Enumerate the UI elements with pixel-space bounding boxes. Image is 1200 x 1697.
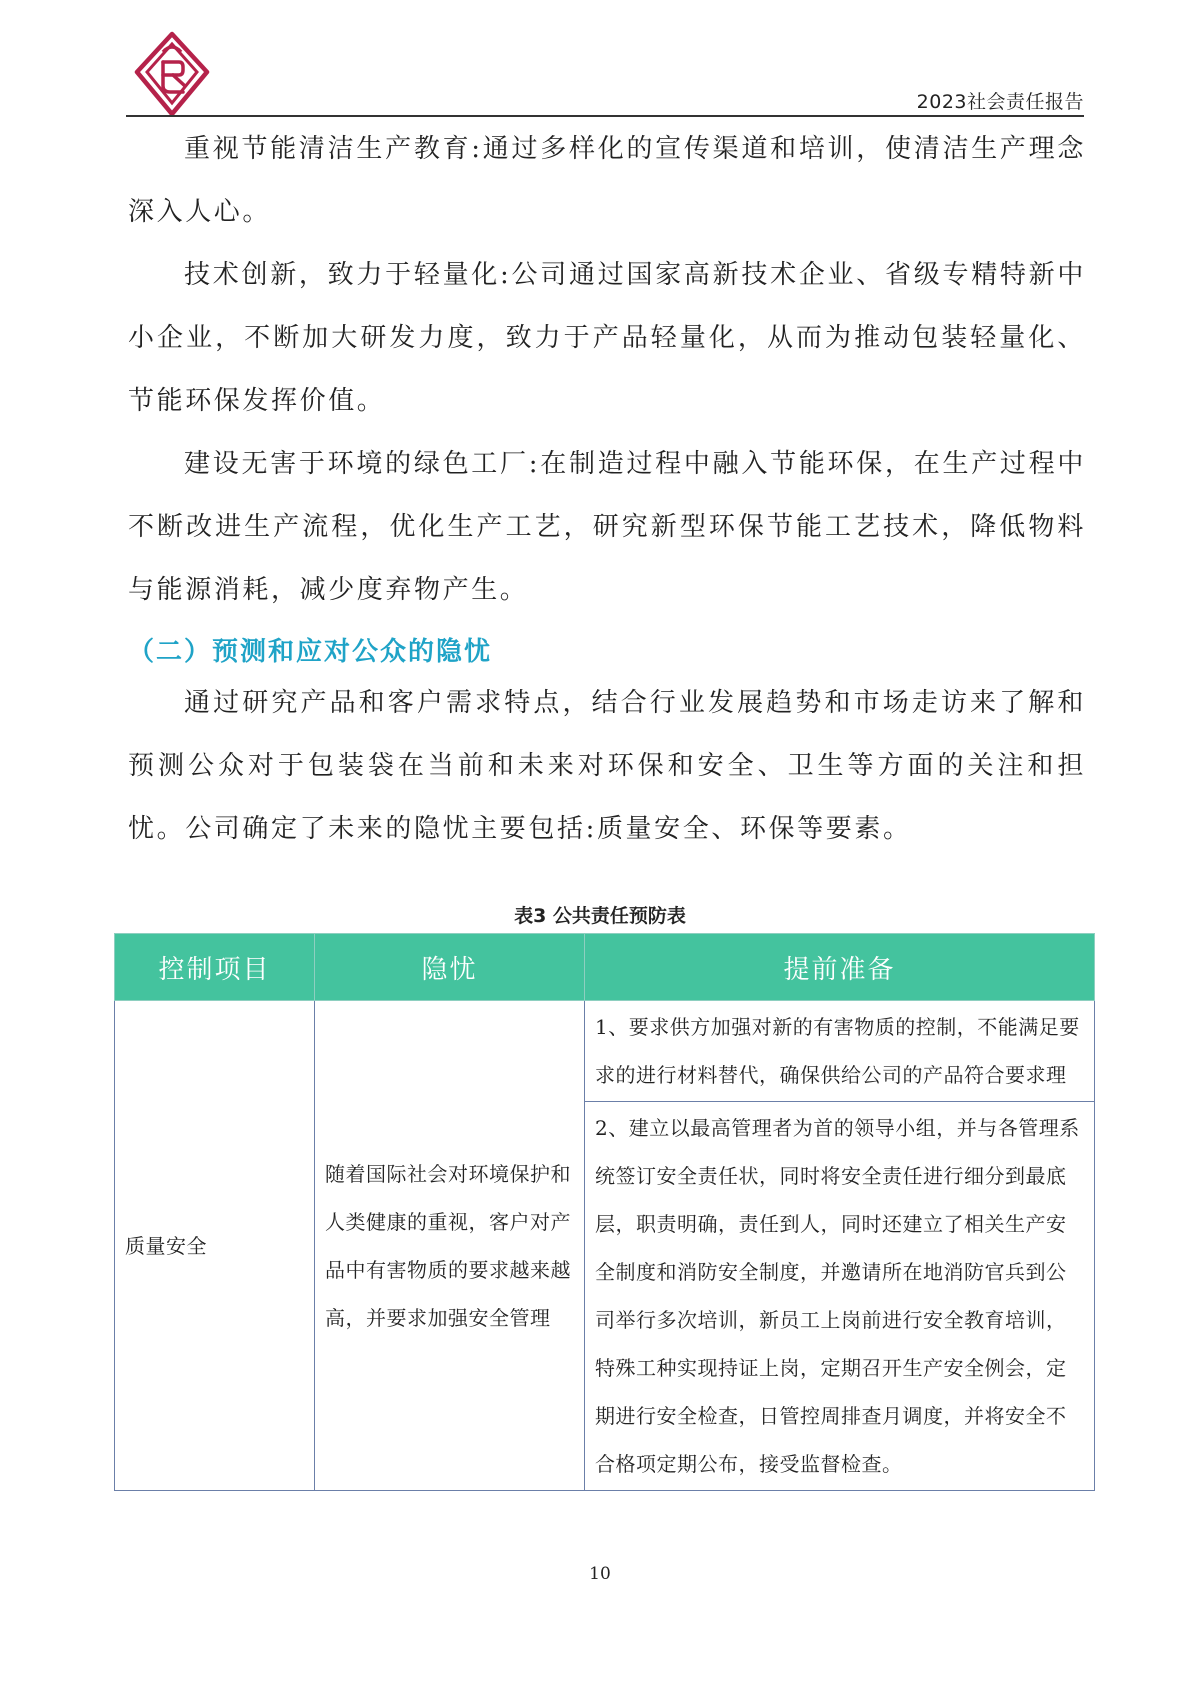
page-number: 10 bbox=[589, 1564, 611, 1584]
table-header-row bbox=[115, 934, 1095, 1001]
cell-preparation-1: 1、要求供方加强对新的有害物质的控制，不能满足要求的进行材料替代，确保供给公司的产品符合要求理 bbox=[585, 1001, 1095, 1102]
header-divider bbox=[126, 115, 1084, 117]
cell-preparation-2: 2、建立以最高管理者为首的领导小组，并与各管理系统签订安全责任状，同时将安全责任进行细分到最底层，职责明确，责任到人，同时还建立了相关生产安全制度和消防安全制度，并邀请所在地消防官兵到公司举行多次培训，新员工上岗前进行安全教育培训，特殊工种实现持证上岗，定期召开生产安全例会，定期进行安全检查，日管控周排查月调度，并将安全不合格项定期公布，接受监督检查。 bbox=[585, 1102, 1095, 1491]
header-preparation: 提前准备 bbox=[585, 934, 1095, 1001]
header-concern: 隐忧 bbox=[315, 934, 585, 1001]
public-responsibility-table bbox=[114, 933, 1095, 1491]
company-seal-logo-icon bbox=[133, 30, 211, 118]
header-control-item: 控制项目 bbox=[115, 934, 315, 1001]
paragraph-public-concerns: 通过研究产品和客户需求特点，结合行业发展趋势和市场走访来了解和预测公众对于包装袋在当前和未来对环保和安全、卫生等方面的关注和担忧。公司确定了未来的隐忧主要包括:质量安全、环保等要素。 bbox=[128, 688, 1086, 844]
table-caption: 表3 公共责任预防表 bbox=[514, 905, 686, 927]
paragraph-cleaner-production: 重视节能清洁生产教育:通过多样化的宣传渠道和培训，使清洁生产理念深入人心。 bbox=[128, 134, 1086, 227]
cell-control-item: 质量安全 bbox=[115, 1001, 315, 1491]
paragraph-green-factory: 建设无害于环境的绿色工厂:在制造过程中融入节能环保，在生产过程中不断改进生产流程，优化生产工艺，研究新型环保节能工艺技术，降低物料与能源消耗，减少度弃物产生。 bbox=[128, 449, 1086, 605]
section-heading: （二）预测和应对公众的隐忧 bbox=[128, 637, 493, 667]
report-title: 2023社会责任报告 bbox=[916, 91, 1084, 113]
table-row bbox=[115, 1001, 1095, 1102]
paragraph-tech-innovation: 技术创新，致力于轻量化:公司通过国家高新技术企业、省级专精特新中小企业，不断加大研发力度，致力于产品轻量化，从而为推动包装轻量化、节能环保发挥价值。 bbox=[128, 260, 1086, 416]
body-text bbox=[128, 118, 1086, 861]
cell-concern: 随着国际社会对环境保护和人类健康的重视，客户对产品中有害物质的要求越来越高，并要求加强安全管理 bbox=[315, 1001, 585, 1491]
